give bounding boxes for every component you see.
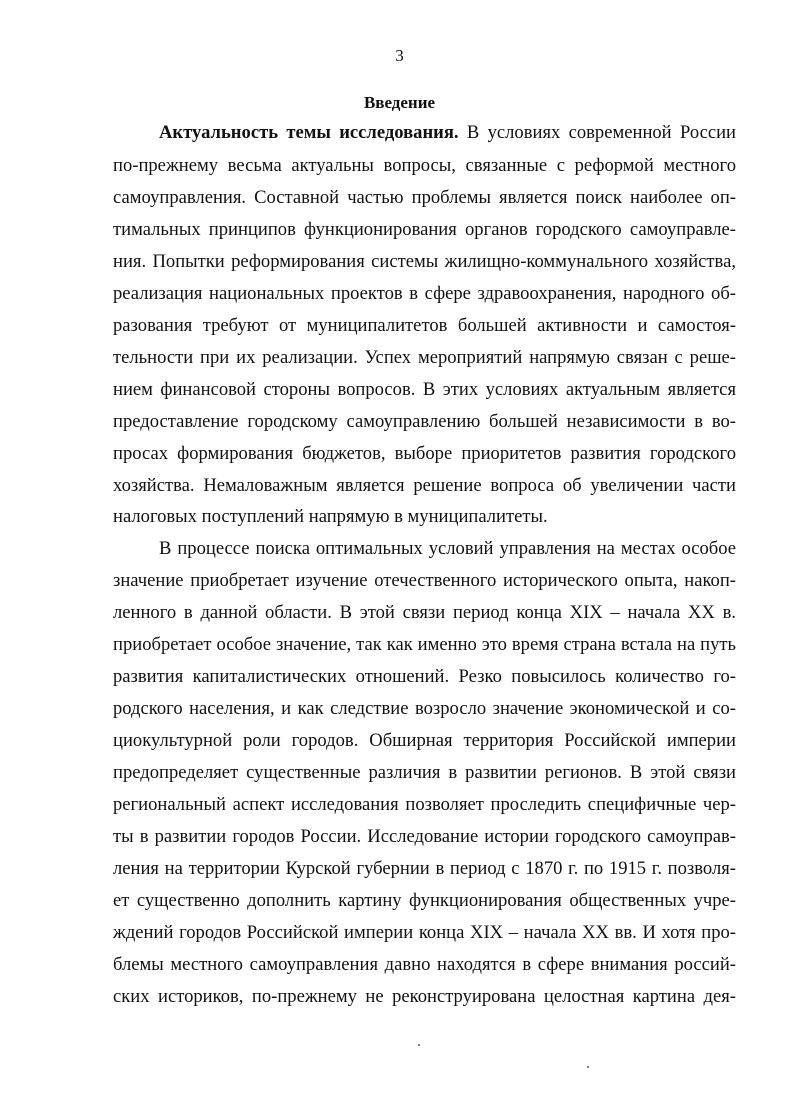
scan-speck [418, 1044, 420, 1046]
text-line: ждений городов Российской империи конца XIX – начала XX вв. И хотя про- [113, 922, 736, 943]
text-line: тимальных принципов функционирования органов городского самоуправле- [113, 219, 736, 240]
section-heading: Введение [363, 93, 436, 112]
text-line: ет существенно дополнить картину функционирования общественных учре- [113, 890, 736, 911]
lead-line-rest: В условиях современной России [458, 122, 736, 143]
text-line: значение приобретает изучение отечественного исторического опыта, накоп- [113, 570, 736, 591]
text-line: ния. Попытки реформирования системы жилищно-коммунального хозяйства, [113, 251, 736, 272]
text-line: по-прежнему весьма актуальны вопросы, связанные с реформой местного [113, 155, 736, 176]
text-line: хозяйства. Немаловажным является решение вопроса об увеличении части [113, 475, 736, 496]
text-line [159, 122, 736, 144]
text-line: циокультурной роли городов. Обширная территория Российской империи [113, 730, 736, 751]
text-line: родского населения, и как следствие возросло значение экономической и со- [113, 698, 736, 719]
text-line: приобретает особое значение, так как именно это время страна встала на путь [113, 634, 736, 655]
text-line: нием финансовой стороны вопросов. В этих условиях актуальным является [113, 379, 736, 400]
scan-speck [587, 1066, 589, 1068]
text-line: ты в развитии городов России. Исследование истории городского самоуправ- [113, 826, 736, 847]
text-line: реализация национальных проектов в сфере здравоохранения, народного об- [113, 283, 736, 304]
text-line: просах формирования бюджетов, выборе приоритетов развития городского [113, 443, 736, 464]
text-line: ских историков, по-прежнему не реконструирована целостная картина дея- [113, 986, 736, 1007]
text-line: ления на территории Курской губернии в период с 1870 г. по 1915 г. позволя- [113, 858, 736, 879]
text-line: тельности при их реализации. Успех мероприятий напрямую связан с реше- [113, 347, 736, 368]
text-line: самоуправления. Составной частью проблемы является поиск наиболее оп- [113, 187, 736, 208]
text-line: налоговых поступлений напрямую в муниципалитеты. [113, 506, 548, 527]
text-line: разования требуют от муниципалитетов большей активности и самостоя- [113, 315, 736, 336]
text-line: ленного в данной области. В этой связи период конца XIX – начала XX в. [113, 602, 736, 623]
page-number: 3 [395, 46, 404, 65]
lead-phrase: Актуальность темы исследования. [159, 122, 459, 143]
text-line: В процессе поиска оптимальных условий управления на местах особое [159, 538, 736, 559]
text-line: предопределяет существенные различия в развитии регионов. В этой связи [113, 762, 736, 783]
text-line: развития капиталистических отношений. Резко повысилось количество го- [113, 666, 736, 687]
text-line: региональный аспект исследования позволяет проследить специфичные чер- [113, 794, 736, 815]
text-line: предоставление городскому самоуправлению большей независимости в во- [113, 411, 736, 432]
text-line: блемы местного самоуправления давно находятся в сфере внимания россий- [113, 954, 736, 975]
